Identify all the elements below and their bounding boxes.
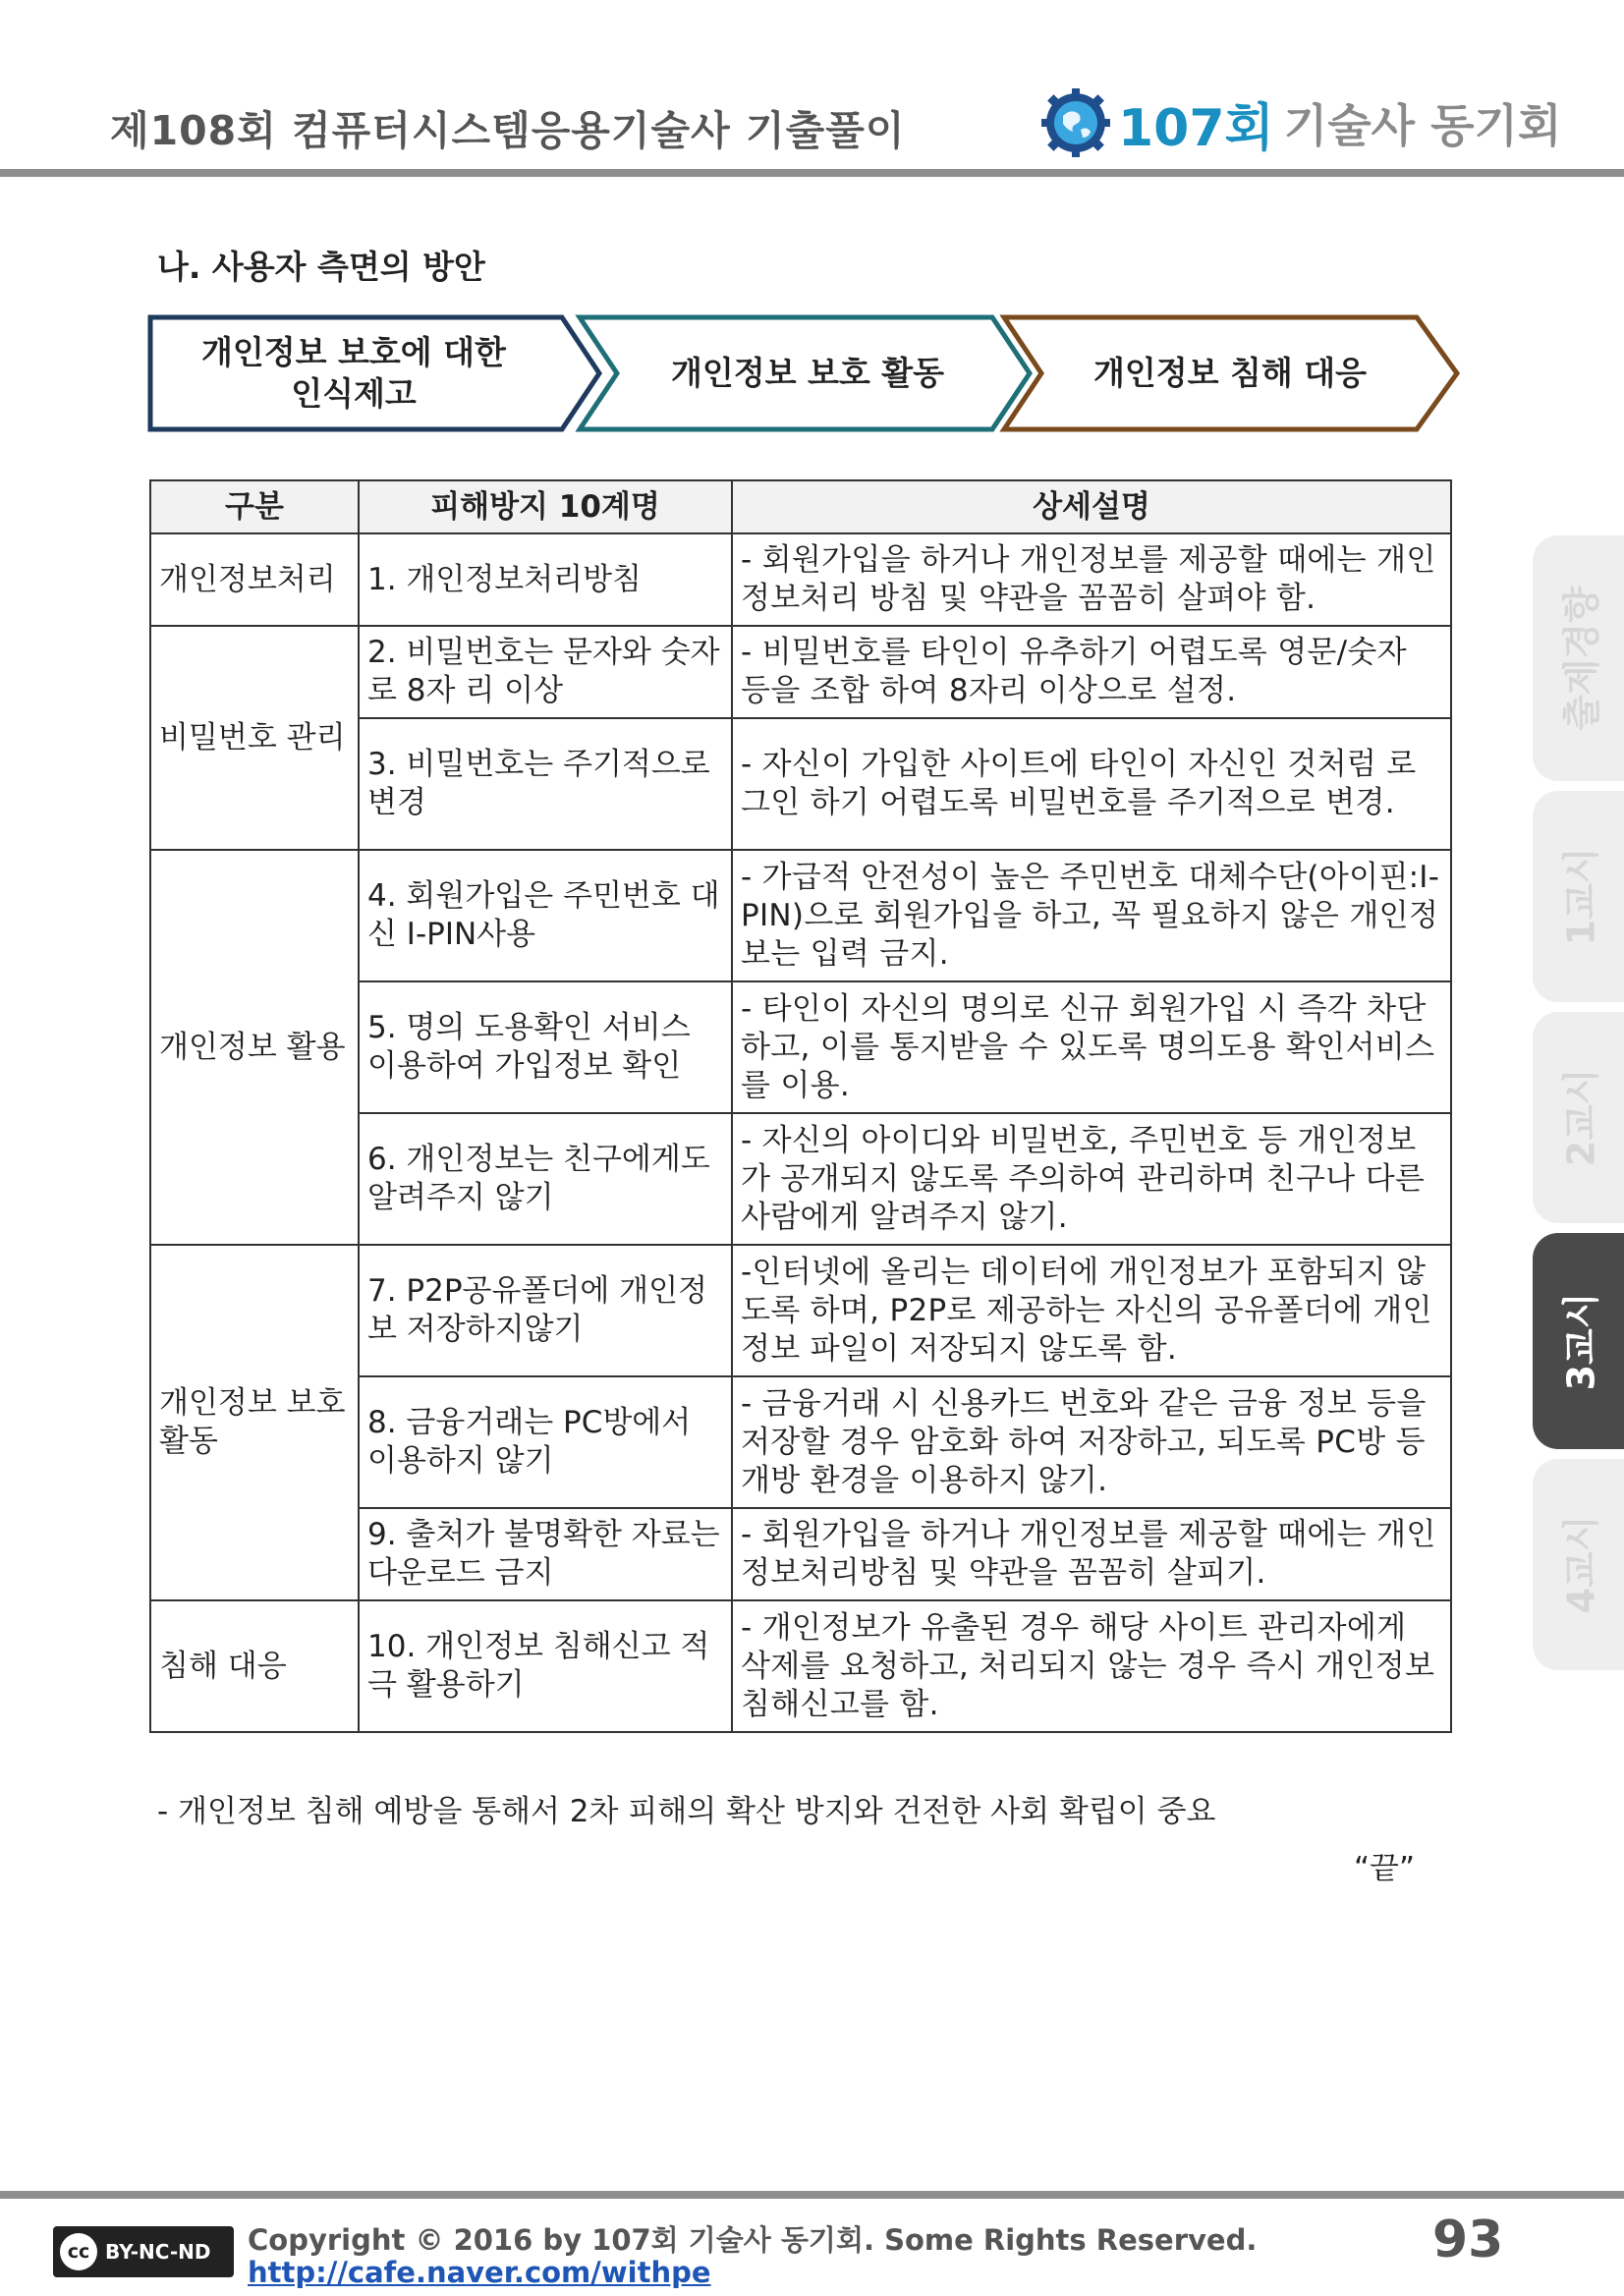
header-detail: 상세설명	[732, 480, 1451, 533]
header-divider	[0, 169, 1624, 177]
brand-logo	[1039, 79, 1561, 167]
rule-cell: 6. 개인정보는 친구에게도 알려주지 않기	[359, 1113, 732, 1245]
document-title: 제108회 컴퓨터시스템응용기술사 기출풀이	[110, 107, 906, 154]
rule-cell: 1. 개인정보처리방침	[359, 533, 732, 626]
detail-cell: - 개인정보가 유출된 경우 해당 사이트 관리자에게 삭제를 요청하고, 처리되지 않는 경우 즉시 개인정보 침해신고를 함.	[732, 1600, 1451, 1732]
table-row	[150, 1600, 1451, 1732]
license-text: BY-NC-ND	[105, 2240, 211, 2264]
detail-cell: -인터넷에 올리는 데이터에 개인정보가 포함되지 않도록 하며, P2P로 제공하는 자신의 공유폴더에 개인정보 파일이 저장되지 않도록 함.	[732, 1245, 1451, 1376]
category-cell: 개인정보 활용	[150, 850, 359, 1245]
detail-cell: - 비밀번호를 타인이 유추하기 어렵도록 영문/숫자 등을 조합 하여 8자리 이상으로 설정.	[732, 626, 1451, 718]
rule-cell: 3. 비밀번호는 주기적으로 변경	[359, 718, 732, 850]
category-cell: 침해 대응	[150, 1600, 359, 1732]
cc-license-badge	[53, 2226, 234, 2277]
side-tab-label: 4교시	[1559, 1515, 1603, 1614]
brand-number: 107회	[1118, 98, 1274, 158]
side-tab-period-2[interactable]	[1533, 1012, 1624, 1223]
flow-step-2: 개인정보 보호 활동	[670, 354, 944, 392]
rule-cell: 8. 금융거래는 PC방에서 이용하지 않기	[359, 1376, 732, 1508]
detail-cell: - 회원가입을 하거나 개인정보를 제공할 때에는 개인정보처리방침 및 약관을 꼼꼼히 살피기.	[732, 1508, 1451, 1600]
copyright-text: Copyright © 2016 by 107회 기술사 동기회. Some Rights Reserved.	[248, 2223, 1258, 2257]
detail-cell: - 자신의 아이디와 비밀번호, 주민번호 등 개인정보가 공개되지 않도록 주의하여 관리하며 친구나 다른 사람에게 알려주지 않기.	[732, 1113, 1451, 1245]
cafe-link[interactable]: http://cafe.naver.com/withpe	[248, 2256, 711, 2289]
side-tab-period-1[interactable]	[1533, 791, 1624, 1002]
category-cell: 개인정보 보호 활동	[150, 1245, 359, 1600]
detail-cell: - 자신이 가입한 사이트에 타인이 자신인 것처럼 로그인 하기 어렵도록 비밀번호를 주기적으로 변경.	[732, 718, 1451, 850]
side-tab-period-4[interactable]	[1533, 1459, 1624, 1670]
rule-cell: 9. 출처가 불명확한 자료는 다운로드 금지	[359, 1508, 732, 1600]
side-tab-trends[interactable]	[1533, 535, 1624, 781]
flow-step-1: 개인정보 보호에 대한 인식제고	[201, 333, 506, 413]
rule-cell: 2. 비밀번호는 문자와 숫자로 8자 리 이상	[359, 626, 732, 718]
cc-icon: cc	[60, 2233, 97, 2270]
side-tab-label: 1교시	[1559, 847, 1603, 946]
detail-cell: - 회원가입을 하거나 개인정보를 제공할 때에는 개인정보처리 방침 및 약관을 꼼꼼히 살펴야 함.	[732, 533, 1451, 626]
table-row	[150, 533, 1451, 626]
table-row	[150, 626, 1451, 718]
side-tab-label: 2교시	[1559, 1068, 1603, 1167]
rule-cell: 5. 명의 도용확인 서비스 이용하여 가입정보 확인	[359, 981, 732, 1113]
rule-cell: 7. P2P공유폴더에 개인정보 저장하지않기	[359, 1245, 732, 1376]
footer-divider	[0, 2191, 1624, 2199]
detail-cell: - 타인이 자신의 명의로 신규 회원가입 시 즉각 차단하고, 이를 통지받을 수 있도록 명의도용 확인서비스를 이용.	[732, 981, 1451, 1113]
side-tab-period-3[interactable]	[1533, 1233, 1624, 1449]
category-cell: 비밀번호 관리	[150, 626, 359, 850]
brand-text: 기술사 동기회	[1283, 99, 1562, 152]
detail-cell: - 금융거래 시 신용카드 번호와 같은 금융 정보 등을 저장할 경우 암호화 하여 저장하고, 되도록 PC방 등 개방 환경을 이용하지 않기.	[732, 1376, 1451, 1508]
side-tab-label: 출제경향	[1559, 586, 1603, 731]
globe-gear-icon	[1039, 86, 1112, 159]
page-number: 93	[1432, 2211, 1504, 2269]
rule-cell: 10. 개인정보 침해신고 적극 활용하기	[359, 1600, 732, 1732]
header-category: 구분	[150, 480, 359, 533]
flow-step-3: 개인정보 침해 대응	[1092, 354, 1367, 392]
section-title: 나. 사용자 측면의 방안	[157, 248, 485, 286]
prevention-table	[149, 479, 1452, 1733]
table-header-row	[150, 480, 1451, 533]
side-tab-label: 3교시	[1559, 1292, 1603, 1390]
end-mark: “끝”	[1354, 1851, 1416, 1886]
summary-note: - 개인정보 침해 예방을 통해서 2차 피해의 확산 방지와 건전한 사회 확립이 중요	[157, 1794, 1216, 1829]
rule-cell: 4. 회원가입은 주민번호 대신 I-PIN사용	[359, 850, 732, 981]
process-flow	[147, 314, 1464, 432]
header-rule: 피해방지 10계명	[359, 480, 732, 533]
detail-cell: - 가급적 안전성이 높은 주민번호 대체수단(아이핀:I-PIN)으로 회원가입을 하고, 꼭 필요하지 않은 개인정보는 입력 금지.	[732, 850, 1451, 981]
table-row	[150, 850, 1451, 981]
table-row	[150, 1245, 1451, 1376]
category-cell: 개인정보처리	[150, 533, 359, 626]
